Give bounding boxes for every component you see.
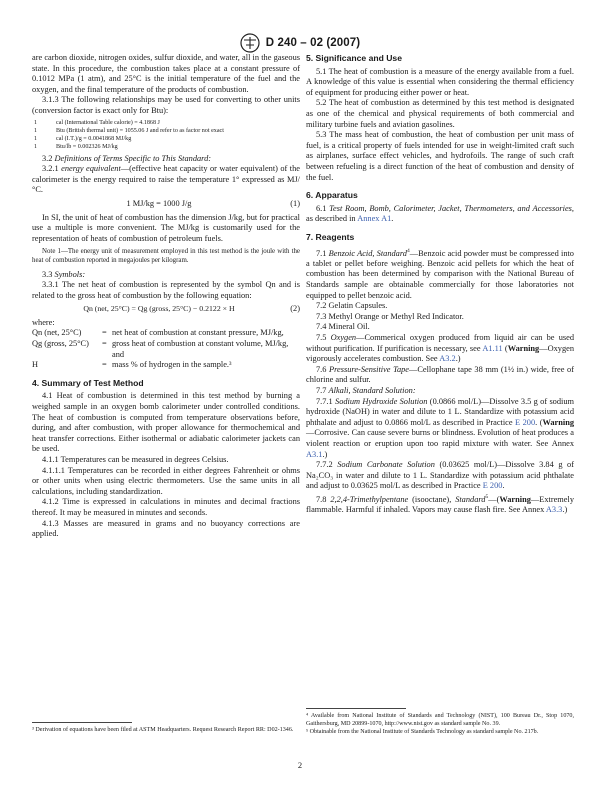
paragraph-7-7-2: 7.7.2 Sodium Carbonate Solution (0.03625 mol/L)—Dissolve 3.84 g of Na₂CO₃ in water and dilute to 1 L. Standardize with potassium acid phthalate and adjust to 0.03625 mol/L as described in Practice E 200. bbox=[306, 460, 574, 491]
footnotes-right bbox=[306, 708, 574, 736]
a1-11-link[interactable]: A1.11 bbox=[482, 343, 503, 353]
conversion-row: 1 cal (I.T.)/g = 0.0041868 MJ/kg bbox=[34, 135, 132, 142]
e200-link[interactable]: E 200 bbox=[482, 481, 503, 491]
paragraph-4-1-1: 4.1.1 Temperatures can be measured in degrees Celsius. bbox=[42, 455, 229, 464]
paragraph-4-1-2: 4.1.2 Time is expressed in calculations in minutes and decimal fractions thereof. It may be measured in minutes and seconds. bbox=[32, 497, 300, 517]
paragraph-5-1: 5.1 The heat of combustion is a measure of the energy available from a fuel. A knowledge of this value is essential when considering the thermal efficiency of equipment for producing either power or heat. bbox=[306, 66, 574, 97]
paragraph-6-1: 6.1 Test Room, Bomb, Calorimeter, Jacket, Thermometers, and Accessories, as described in Annex A1. bbox=[306, 203, 574, 224]
astm-logo-icon bbox=[240, 33, 260, 53]
paragraph-7-7: 7.7 Alkali, Standard Solution: bbox=[316, 386, 416, 395]
paragraph-4-1: 4.1 Heat of combustion is determined in this test method by burning a weighed sample in an oxygen bomb calorimeter under controlled conditions. The heat of combustion is computed from temperature observations before, during, and after combustion, with proper allowance for thermochemical and heat transfer corrections. Either isothermal or adiabatic calorimeter jackets can be used. bbox=[32, 391, 300, 454]
paragraph-7-5: 7.5 Oxygen—Commerical oxygen produced from liquid air can be used without purification. If purification is necessary, see A1.11 (Warning—Oxygen vigorously accelerates combustion. See A3.2.) bbox=[306, 333, 574, 364]
left-column bbox=[32, 53, 300, 540]
right-column bbox=[306, 53, 574, 516]
a3-3-link[interactable]: A3.3 bbox=[545, 505, 563, 515]
paragraph-5-2: 5.2 The heat of combustion as determined by this test method is designated as one of the chemical and physical requirements of both commercial and military turbine fuels and aviation gasolines. bbox=[306, 98, 574, 129]
equation-1: 1 MJ/kg = 1000 J/g (1) bbox=[126, 198, 300, 208]
page-number: 2 bbox=[297, 760, 303, 770]
equation-2: Qn (net, 25°C) = Qg (gross, 25°C) − 0.2122 × H (2) bbox=[83, 304, 300, 314]
paragraph-7-4: 7.4 Mineral Oil. bbox=[316, 322, 370, 332]
paragraph-7-7-1: 7.7.1 Sodium Hydroxide Solution (0.0866 mol/L)—Dissolve 3.5 g of sodium hydroxide (NaOH) in water and dilute to 1 L. Standardize with potassium acid phthalate and adjust to 0.0866 mol/L as described in Practice E 200. (Warning—Corrosive. Can cause severe burns or blindness. Evolution of heat produces a violent reaction or eruption upon too rapid mixture with water. See Annex A3.1.) bbox=[306, 396, 575, 459]
conversion-row: 1 cal (International Table calorie) = 4.1868 J bbox=[34, 119, 160, 126]
paragraph-7-1: 7.1 Benzoic Acid, Standard$^4$—Benzoic acid powder must be compressed into a tablet or pellet before weighing. Benzoic acid pellets for which the heat of combustion has been determined by comparison with the National Bureau of Standards sample are obtainable commercially for those laboratories not equipped to pellet benzoic acid. bbox=[306, 247, 574, 300]
annex-a1-link[interactable]: Annex A1 bbox=[357, 214, 392, 224]
section-7-heading: 7. Reagents bbox=[306, 231, 355, 242]
paragraph-7-8: 7.8 2,2,4-Trimethylpentane (isooctane), Standard$^5$—(Warning—Extremely flammable. Harmful if inhaled. Vapors may cause flash fire. See Annex A3.3.) bbox=[306, 493, 574, 515]
section-5-heading: 5. Significance and Use bbox=[306, 53, 402, 63]
symbol: H bbox=[32, 360, 39, 370]
section-4-heading: 4. Summary of Test Method bbox=[32, 377, 144, 388]
paragraph-3-1-3: 3.1.3 The following relationships may be used for converting to other units (conversion factor is exact only for Btu): bbox=[32, 95, 300, 115]
conversion-list bbox=[32, 119, 300, 151]
paragraph-3-2-1: 3.2.1 energy equivalent—(effective heat capacity or water equivalent) of the calorimeter is the energy required to raise the temperature 1° expressed as MJ/°C. bbox=[32, 164, 300, 195]
where-list: Qn (net, 25°C) = net heat of combustion at constant pressure, MJ/kg, Qg (gross, 25°C) = gross heat of combustion at constant volume, MJ/kg, and H = mass % of hydrogen in the sample.³ bbox=[32, 328, 289, 370]
section-3-2-title: 3.2 Definitions of Terms Specific to This Standard: bbox=[42, 153, 212, 163]
page-header bbox=[0, 33, 600, 53]
footnote-5: ⁵ Obtainable from the National Institute of Standards Technology as standard sample No. 217b. bbox=[306, 729, 539, 735]
symbol: Qg (gross, 25°C) bbox=[32, 339, 89, 349]
note-1: Note 1—The energy unit of measurement employed in this test method is the joule with the heat of combustion reported in megajoules per kilogram. bbox=[32, 248, 300, 264]
paragraph-7-6: 7.6 Pressure-Sensitive Tape—Cellophane tape 38 mm (1½ in.) wide, free of chlorine and sulfur. bbox=[306, 364, 574, 385]
footnote-4: ⁴ Available from National Institute of Standards and Technology (NIST), 100 Bureau Dr., Stop 1070, Gaithersburg, MD 20899-1070, http://www.nist.gov as standard sample No. 39. bbox=[306, 713, 574, 727]
where-label: where: bbox=[32, 317, 55, 327]
section-3-3-title: 3.3 Symbols: bbox=[42, 269, 86, 279]
paragraph-3-3-1: 3.3.1 The net heat of combustion is represented by the symbol Qn and is related to the gross heat of combustion by the following equation: bbox=[32, 280, 300, 300]
footnote-3: ³ Derivation of equations have been filed at ASTM Headquarters. Request Research Report RR: D02-1346. bbox=[32, 727, 294, 733]
section-6-heading: 6. Apparatus bbox=[306, 190, 358, 201]
paragraph-si: In SI, the unit of heat of combustion has the dimension J/kg, but for practical use a multiple is more convenient. The MJ/kg is customarily used for the representation of heats of combustion of petroleum fuels. bbox=[32, 212, 300, 243]
footnote-left bbox=[32, 722, 300, 734]
paragraph-7-2: 7.2 Gelatin Capsules. bbox=[316, 301, 388, 311]
a3-2-link[interactable]: A3.2 bbox=[439, 354, 456, 364]
paragraph-5-3: 5.3 The mass heat of combustion, the heat of combustion per unit mass of fuel, is a critical property of fuels intended for use in weight-limited craft such as airplanes, surface effect vehicles, and hydrofoils. The range of such craft between refueling is a direct function of the heat of combustion and density of the fuel. bbox=[306, 130, 574, 182]
paragraph-7-3: 7.3 Methyl Orange or Methyl Red Indicator. bbox=[316, 311, 464, 321]
paragraph-intro: are carbon dioxide, nitrogen oxides, sulfur dioxide, and water, all in the gaseous state. In this procedure, the combustion takes place at a constant pressure of 0.1012 MPa (1 atm), and 25°C is the initial temperature of the fuel and the oxygen, and the final temperature of the products of combustion. bbox=[32, 53, 300, 94]
footnote-rule bbox=[32, 722, 132, 723]
paragraph-4-1-1-1: 4.1.1.1 Temperatures can be recorded in either degrees Fahrenheit or ohms or other units when using electric thermometers. Use the same units in all calculations, including standardization. bbox=[32, 465, 300, 496]
document-designation: D 240 – 02 (2007) bbox=[265, 37, 361, 49]
footnote-rule bbox=[306, 708, 406, 709]
symbol: Qn (net, 25°C) bbox=[32, 328, 82, 338]
a3-1-link[interactable]: A3.1 bbox=[306, 449, 323, 459]
e200-link[interactable]: E 200 bbox=[515, 417, 536, 427]
conversion-row: 1 Btu/lb = 0.002326 MJ/kg bbox=[34, 143, 118, 150]
paragraph-4-1-3: 4.1.3 Masses are measured in grams and no buoyancy corrections are applied. bbox=[32, 518, 300, 539]
conversion-row: 1 Btu (British thermal unit) = 1055.06 J and refer to as factor not exact bbox=[34, 127, 224, 134]
